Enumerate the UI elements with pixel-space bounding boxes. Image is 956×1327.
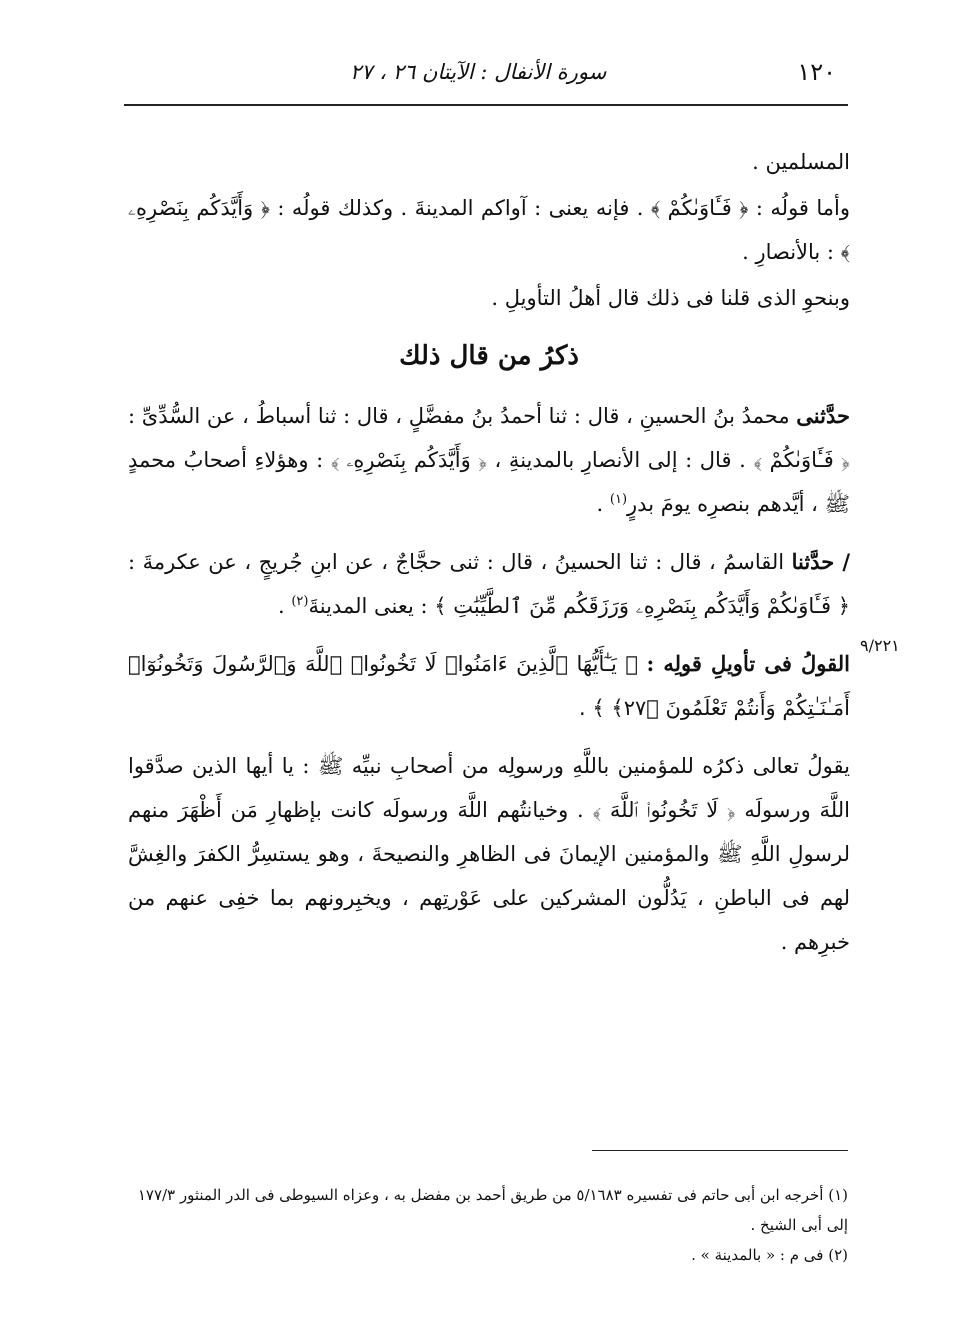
paragraph-1: المسلمين . — [752, 150, 850, 174]
margin-reference: ٩/٢٢١ — [860, 636, 900, 655]
footnote-marker-2: (٢) — [291, 594, 309, 609]
paragraph-2: وأما قولُه : ﴿ فَـَٔاوَىٰكُمْ ﴾ . فإنه يعنى : آواكم المدينةَ . وكذلك قولُه : ﴿ وَأَيَّدَكُم بِنَصْرِهِۦ ﴾ : بالأنصارِ . — [128, 196, 850, 264]
paragraph-4 — [128, 394, 850, 526]
footnote-1: (١) أخرجه ابن أبى حاتم فى تفسيره ٥/١٦٨٣ من طريق أحمد بن مفضل به ، وعزاه السيوطى فى الدر المنثور ١٧٧/٣ إلى أبى الشيخ . — [137, 1186, 848, 1234]
footnotes — [136, 1180, 848, 1270]
narration-lead: حدَّثنى — [796, 403, 850, 428]
footnote-marker-1: (١) — [609, 492, 628, 507]
paragraph-7: يقولُ تعالى ذكرُه للمؤمنين باللَّهِ ورسولِه من أصحابِ نبيِّه ﷺ : يا أيها الذين صدَّقوا اللَّهَ ورسولَه ﴿ لَا تَخُونُوا۟ ٱللَّهَ ﴾ . وخيانتُهم اللَّهَ ورسولَه كانت بإظهارِ مَن أَظْهَرَ منهم لرسولِ اللَّهِ ﷺ والمؤمنين الإيمانَ فى الظاهرِ والنصيحةَ ، وهو يستسِرُّ الكفرَ والغِشَّ لهم فى الباطنِ ، يَدُلُّون المشركين على عَوْرتِهم ، ويخبِرونهم بما خفِى عنهم من خبرِهم . — [128, 754, 850, 954]
paragraph-6 — [128, 642, 850, 730]
page-number: ١٢٠ — [797, 58, 836, 86]
paragraph-5-end: . — [277, 594, 292, 618]
paragraph-4-text: محمدُ بنُ الحسينِ ، قال : ثنا أحمدُ بنُ مفضَّلٍ ، قال : ثنا أسباطُ ، عن السُّدِّىِّ : ﴿ فَـَٔاوَىٰكُمْ ﴾ . قال : إلى الأنصارِ بالمدينةِ ، ﴿ وَأَيَّدَكُم بِنَصْرِهِۦ ﴾ : وهؤلاءِ أصحابُ محمدٍ ﷺ ، أيَّدهم بنصرِه يومَ بدرٍ — [128, 404, 850, 516]
paragraph-4-end: . — [596, 492, 610, 516]
verse-heading-lead: القولُ فى تأويلِ قولِه : — [646, 651, 850, 676]
paragraph-3: وبنحوِ الذى قلنا فى ذلك قال أهلُ التأويلِ . — [491, 286, 850, 310]
verse-text: ﴿ يَـٰٓأَيُّهَا ٱلَّذِينَ ءَامَنُوا۟ لَا تَخُونُوا۟ ٱللَّهَ وَٱلرَّسُولَ وَتَخُونُوٓا۟ أَمَـٰنَـٰتِكُمْ وَأَنتُمْ تَعْلَمُونَ ﴿٢٧﴾ ﴾ . — [128, 652, 850, 720]
footnote-2: (٢) فى م : « بالمدينة » . — [691, 1246, 848, 1264]
running-header — [120, 50, 836, 90]
narration-lead: / حدَّثنا — [791, 549, 850, 574]
running-title: سورة الأنفال : الآيتان ٢٦ ، ٢٧ — [350, 60, 607, 84]
footnote-rule — [592, 1150, 848, 1151]
main-text — [128, 140, 850, 978]
paragraph-5-text: القاسمُ ، قال : ثنا الحسينُ ، قال : ثنى حجَّاجٌ ، عن ابنِ جُريجٍ ، عن عكرمةَ : ﴿ فَـَٔاوَىٰكُمْ وَأَيَّدَكُم بِنَصْرِهِۦ وَرَزَقَكُم مِّنَ ٱلطَّيِّبَٰتِ ﴾ : يعنى المدينةَ — [128, 550, 850, 618]
section-heading: ذكرُ من قال ذلك — [399, 341, 579, 371]
header-rule — [124, 104, 848, 106]
paragraph-5 — [128, 540, 850, 628]
